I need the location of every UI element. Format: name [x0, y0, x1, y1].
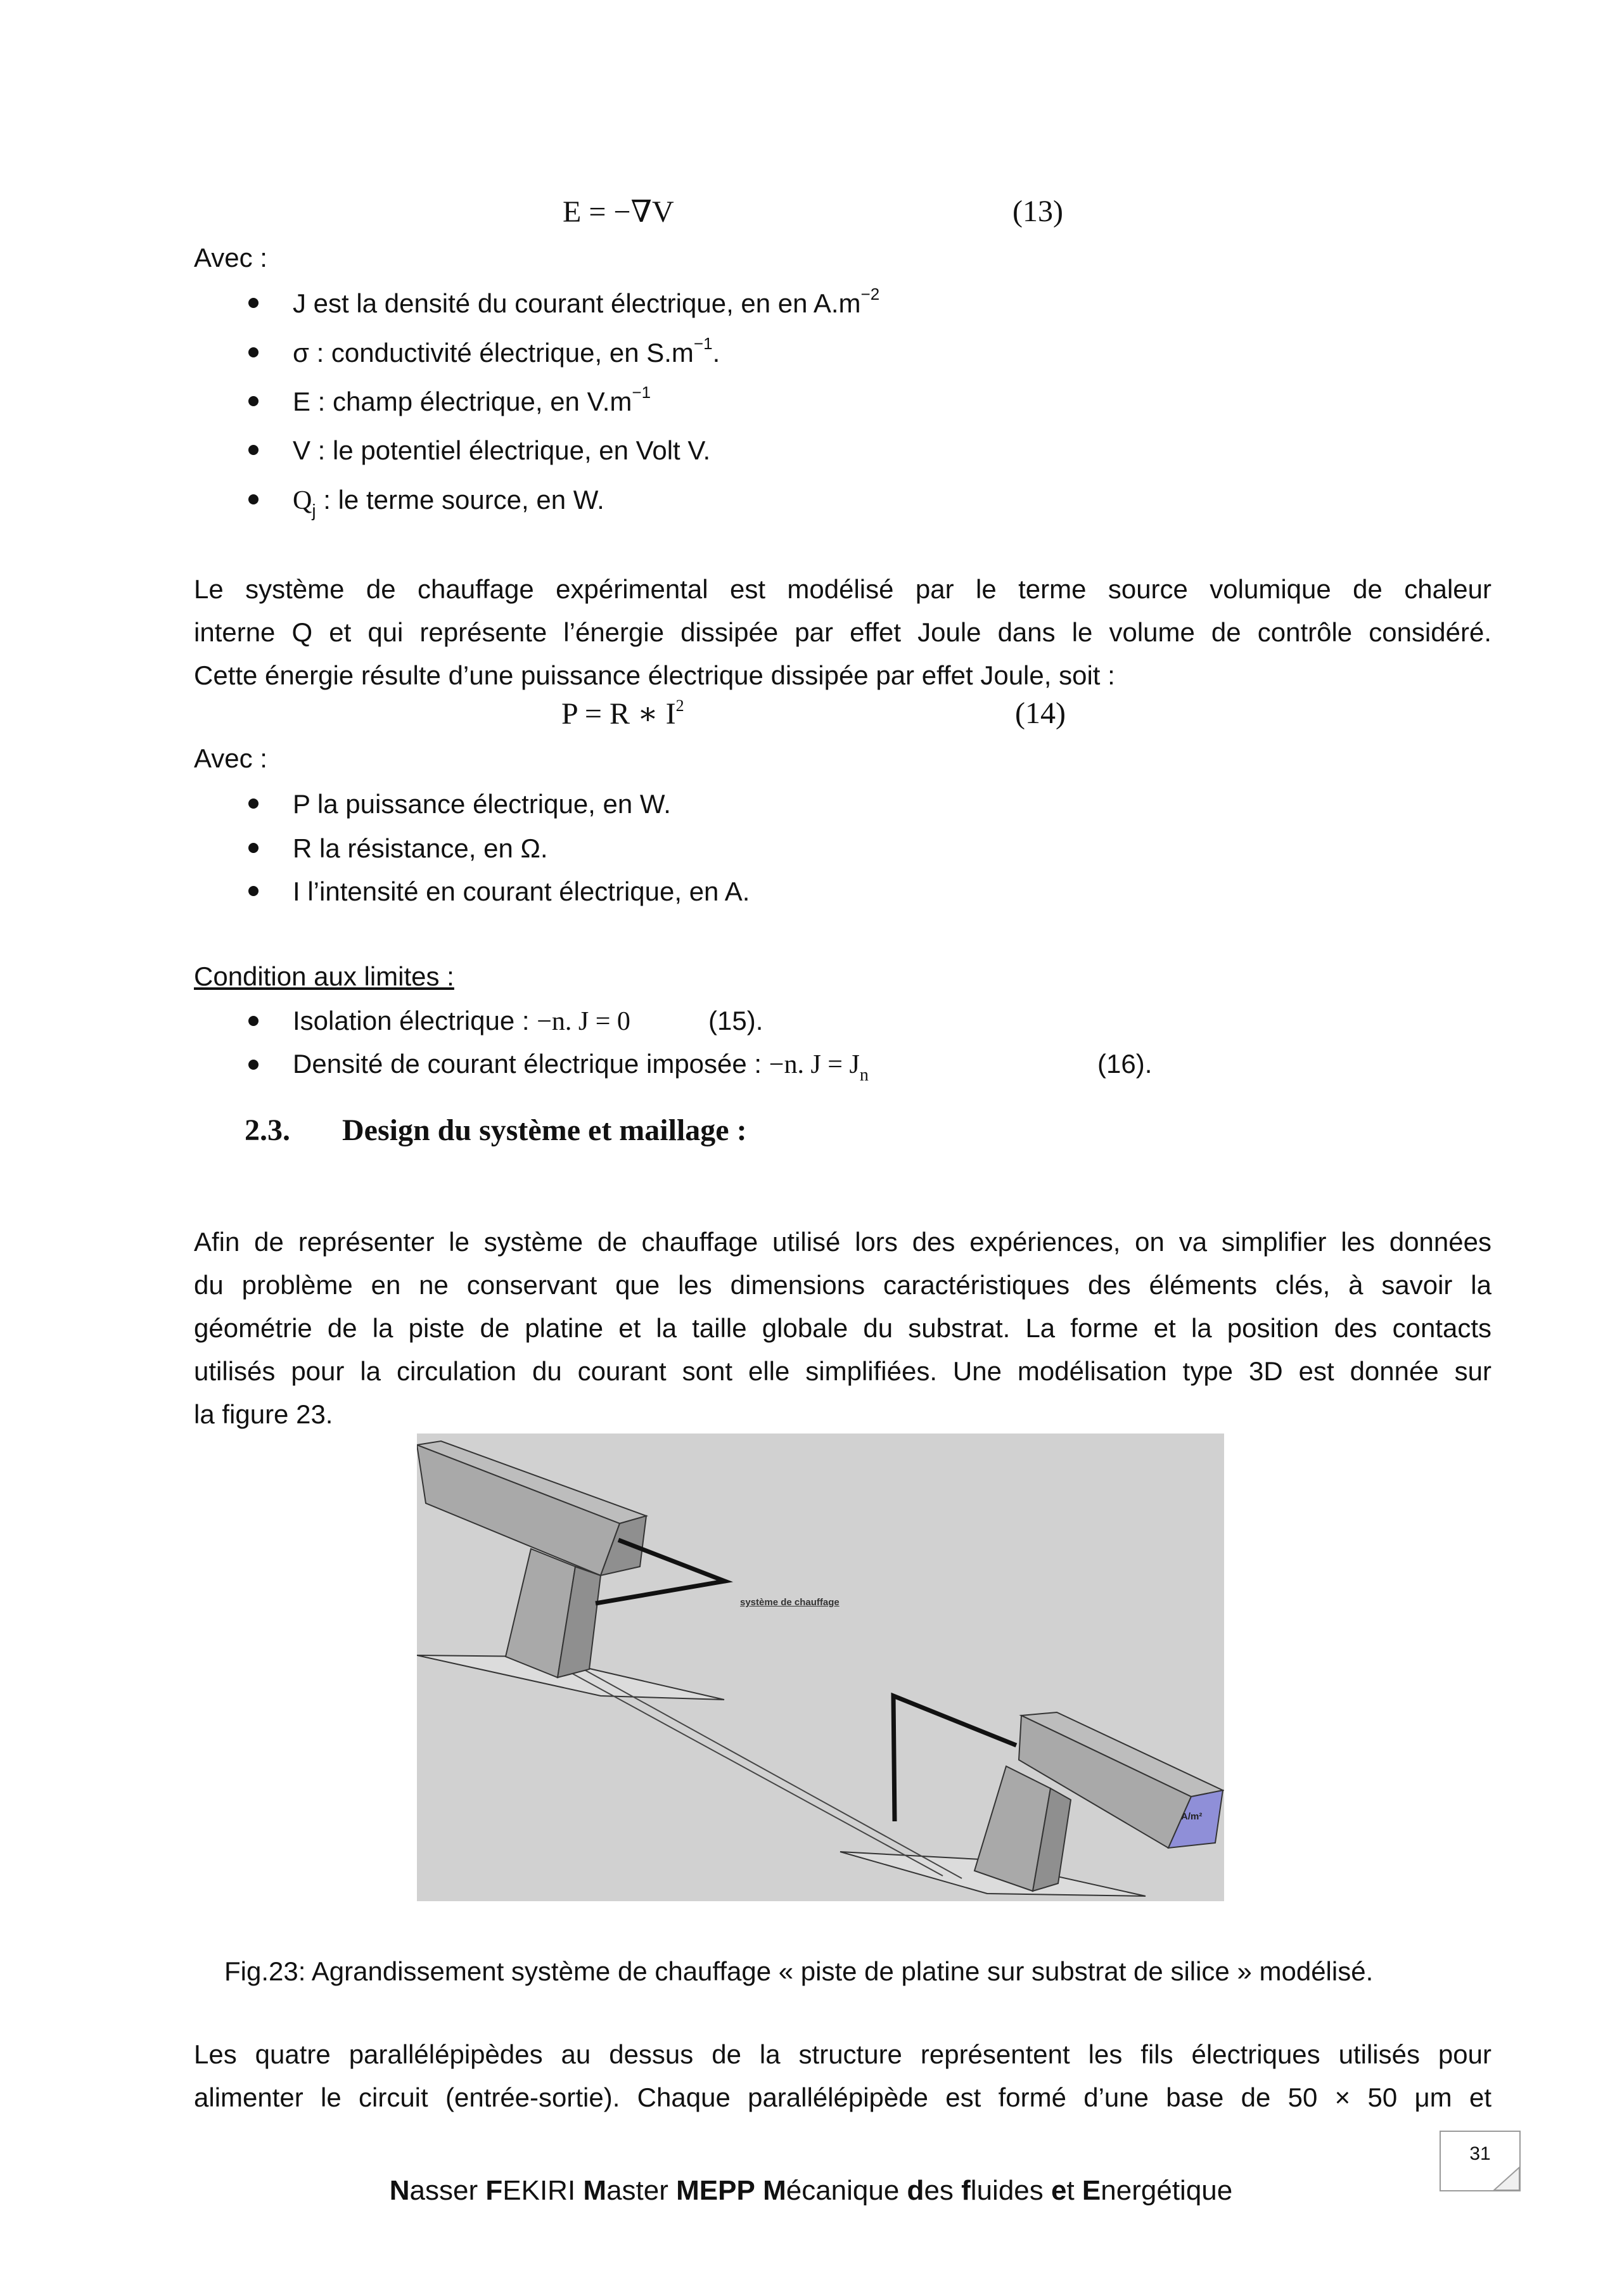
conditions-title: Condition aux limites :: [194, 961, 454, 991]
list-item: R la résistance, en Ω.: [293, 833, 548, 863]
list-item: J est la densité du courant électrique, en en $A.m^{-2}$: [293, 285, 880, 318]
list-item: I l’intensité en courant électrique, en A.: [293, 876, 750, 906]
face-label: A/m²: [1181, 1811, 1203, 1822]
bullet: [248, 798, 259, 809]
bullet: [248, 494, 259, 504]
list-item: E : champ électrique, en $V.m^{-1}$: [293, 383, 651, 416]
bullet: [248, 1016, 259, 1026]
heating-system-model: [417, 1433, 1224, 1901]
figure-label: système de chauffage: [740, 1597, 840, 1608]
bullet: [248, 886, 259, 896]
right-contact-block: [974, 1712, 1223, 1891]
list-item: σ : conductivité électrique, en $S.m^{-1}$.: [293, 334, 720, 368]
figure-23-image: [417, 1433, 1224, 1901]
equation-13-number: (13): [1012, 195, 1063, 228]
avec-label-2: Avec :: [194, 743, 267, 773]
left-contact-block: [417, 1441, 646, 1677]
list-item: V : le potentiel électrique, en Volt V.: [293, 435, 711, 465]
list-item: $Q_j$ : le terme source, en W.: [293, 485, 604, 520]
equation-14-number: (14): [1015, 696, 1066, 730]
equation-14: P = R ∗ $I^2$: [561, 696, 684, 731]
avec-label-1: Avec :: [194, 243, 267, 273]
condition-item: Densité de courant électrique imposée : −n. $J = J_n$: [293, 1049, 869, 1085]
page-footer: Nasser FEKIRI Master MEPP Mécanique des fluides et Energétique: [389, 2175, 1233, 2206]
bullet: [248, 396, 259, 406]
paragraph-3: Les quatre parallélépipèdes au dessus de la structure représentent les fils électriques utilisés pour alimenter le circuit (entrée-sortie). Chaque parallélépipède est formé d’une base de 50 × 50 μm et: [194, 2039, 1491, 2112]
bullet: [248, 1060, 259, 1070]
equation-13: E = −∇V: [563, 195, 674, 229]
bullet: [248, 298, 259, 308]
condition-item: Isolation électrique : −n. J = 0: [293, 1006, 630, 1036]
section-number: 2.3.: [245, 1113, 290, 1147]
section-title: Design du système et maillage :: [342, 1113, 747, 1147]
paragraph-2: Afin de représenter le système de chauffage utilisé lors des expériences, on va simplifier les données du problème en ne conservant que les dimensions caractéristiques des éléments clés, à savoir la géométrie de la piste de platine et la taille globale du substrat. La forme et la position des contacts utilisés pour la circulation du courant sont elle simplifiées. Une modélisation type 3D est donnée sur la figure 23.: [194, 1227, 1491, 1429]
bullet: [248, 347, 259, 357]
condition-number: (16).: [1097, 1049, 1153, 1079]
paragraph-1: Le système de chauffage expérimental est modélisé par le terme source volumique de chaleur interne Q et qui représente l’énergie dissipée par effet Joule dans le volume de contrôle considéré. Cette énergie résulte d’une puissance électrique dissipée par effet Joule, soit :: [194, 574, 1491, 690]
list-item: P la puissance électrique, en W.: [293, 789, 671, 819]
bullet: [248, 445, 259, 455]
figure-caption: Fig.23: Agrandissement système de chauffage « piste de platine sur substrat de silice » modélisé.: [224, 1956, 1374, 1986]
bullet: [248, 843, 259, 853]
condition-number: (15).: [708, 1006, 763, 1036]
page-number: 31: [1469, 2143, 1491, 2164]
annotation-arrows: [596, 1540, 1016, 1821]
